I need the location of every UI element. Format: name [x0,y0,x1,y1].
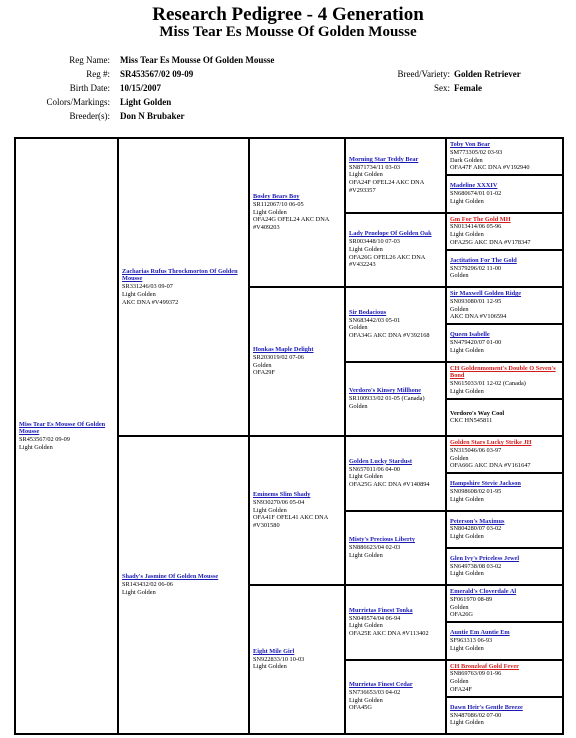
dog-detail-line: OFA45G [349,704,372,712]
ancestor-cell-gen3 [345,660,446,735]
breeders-label: Breeder(s): [69,111,110,121]
ancestor-cell-gen2 [249,436,345,585]
dog-detail-line: Golden [349,402,368,410]
ancestor-cell-gen3 [345,585,446,660]
dog-name-link[interactable]: Jactitation For The Gold [450,256,517,264]
dog-name-link[interactable]: Dawn Heir's Gentle Breeze [450,703,523,711]
dog-detail-line: SR203019/02 07-06 [253,353,304,361]
ancestor-cell-gen2 [249,585,345,734]
dog-name-link[interactable]: Hampshire Stevie Jackson [450,480,521,488]
ancestor-cell-gen4 [446,622,563,659]
dog-detail-line: SN487086/02 07-00 [450,711,502,719]
dog-name-link[interactable]: Gm For The Gold MH [450,215,511,223]
dog-detail-line: SN922833/10 10-03 [253,655,305,663]
dog-name-link[interactable]: Bosley Bears Boy [253,193,300,201]
ancestor-cell-gen4 [446,362,563,399]
ancestor-cell-gen3 [345,287,446,362]
breed-label: Breed/Variety: [397,69,450,79]
dog-detail-line: SR003448/10 07-03 [349,238,400,246]
ancestor-cell-gen4 [446,585,563,622]
dog-name-link[interactable]: Shady's Jasmine Of Golden Mousse [122,573,219,581]
dog-detail-line: OFA26G OFEL26 AKC DNA #V432243 [349,253,425,269]
dog-detail-line: Golden [450,272,469,280]
ancestor-cell-gen1 [118,138,249,436]
dog-detail-line: SR100933/02 01-05 (Canada) [349,394,425,402]
dog-detail-line: Golden [450,603,469,611]
dog-name-link[interactable]: Lady Penelope Of Golden Oak [349,230,432,238]
dog-name-link[interactable]: Misty's Precious Liberty [349,536,415,544]
ancestor-cell-gen1 [118,436,249,734]
dog-name-link[interactable]: Peterson's Maximus [450,517,505,525]
dog-detail-line: Golden [450,305,469,313]
dog-detail-line: OFA25E AKC DNA #V113402 [349,629,429,637]
dog-detail-line: Light Golden [349,622,383,630]
ancestor-cell-gen4 [446,175,563,212]
dog-detail-line: OFA34G AKC DNA #V392168 [349,331,430,339]
dog-detail-line: SR453567/02 09-09 [19,436,70,443]
sex-label: Sex: [433,83,450,93]
breed-value: Golden Retriever [454,69,521,79]
dog-detail-line: Light Golden [450,346,484,354]
dog-detail-line: CKC HN545811 [450,417,493,425]
dog-name-link[interactable]: Miss Tear Es Mousse Of Golden Mousse [19,420,106,436]
dog-name-link[interactable]: Emerald's Cloverdale Al [450,588,517,596]
dog-detail-line: SN649738/08 03-02 [450,562,502,570]
dog-detail-line: Golden [450,454,469,462]
dog-detail-line: Light Golden [450,495,484,503]
dog-detail-line: SN869763/09 01-96 [450,670,502,678]
dog-detail-line: Light Golden [349,245,383,253]
dog-detail-line: Light Golden [349,696,383,704]
dog-detail-line: Golden [253,361,272,369]
dog-detail-line: SN093080/01 12-95 [450,297,502,305]
reg-no-value: SR453567/02 09-09 [120,69,194,79]
dog-detail-line: Light Golden [450,197,484,205]
dog-detail-line: Light Golden [450,644,484,652]
dog-name-link[interactable]: Auntie Em Auntie Em [450,629,510,637]
birth-date-label: Birth Date: [69,83,110,93]
ancestor-cell-gen4 [446,548,563,585]
dog-detail-line: SN615033/01 12-02 (Canada) [450,380,526,388]
dog-detail-line: SN804280/07 03-02 [450,525,502,533]
dog-name-link[interactable]: Zacharias Rufus Throckmorton Of Golden Mousse [122,267,238,283]
dog-name-link[interactable]: Golden Stars Lucky Strike JH [450,439,532,447]
ancestor-cell-gen4 [446,473,563,510]
sex-value: Female [454,83,482,93]
dog-name-link[interactable]: Honkas Maple Delight [253,346,314,354]
dog-name-link[interactable]: Toby Von Bear [450,141,491,149]
reg-name-label: Reg Name: [69,55,110,65]
ancestor-cell-gen4 [446,511,563,548]
dog-detail-line: Light Golden [450,387,484,395]
ancestor-cell-gen4 [446,287,563,324]
ancestor-cell-gen4 [446,697,563,734]
page-title: Research Pedigree - 4 Generation [152,4,424,25]
dog-detail-line: Dark Golden [450,156,483,164]
dog-detail-line: Golden [450,678,469,686]
dog-name-subtitle: Miss Tear Es Mousse Of Golden Mousse [159,24,417,40]
dog-name-link[interactable]: Murrietas Finest Cedar [349,681,413,689]
ancestor-cell-gen3 [345,511,446,586]
dog-detail-line: SR112067/10 06-05 [253,200,304,208]
dog-detail-line: SN379296/02 11-00 [450,264,502,272]
dog-detail-line: Light Golden [450,231,484,239]
dog-name-link[interactable]: Murrietas Finest Tonka [349,606,413,614]
dog-detail-line: SN930270/06 05-04 [253,498,305,506]
reg-no-label: Reg #: [86,69,110,79]
ancestor-cell-gen4 [446,138,563,175]
dog-detail-line: OFA26G [450,611,473,619]
dog-detail-line: SM773305/02 03-93 [450,148,503,156]
dog-detail-line: SN683442/03 05-01 [349,316,401,324]
dog-detail-line: AKC DNA #V106594 [450,313,507,321]
dog-detail-line: SN657011/06 04-00 [349,465,401,473]
ancestor-cell-gen3 [345,436,446,511]
dog-detail-line: Light Golden [349,171,383,179]
dog-detail-line: SN871734/11 03-03 [349,163,401,171]
dog-detail-line: Light Golden [450,719,484,727]
colors-label: Colors/Markings: [46,97,110,107]
subject-dog-cell [15,138,118,734]
dog-name-link[interactable]: Verdoro's Kinsey Millhone [349,387,422,395]
dog-detail-line: OFA24F [450,685,472,693]
ancestor-cell-gen2 [249,138,345,287]
dog-detail-line: SR331246/03 09-07 [122,283,173,291]
dog-detail-line: Light Golden [253,663,287,671]
dog-detail-line: OFA47F AKC DNA #V192940 [450,164,530,172]
dog-detail-line: OFA29F [253,369,275,377]
dog-name-link[interactable]: Eminems Slim Shady [253,491,311,499]
colors-value: Light Golden [120,97,172,107]
dog-name-link[interactable]: Eight Mile Girl [253,647,295,655]
dog-detail-line: AKC DNA #V499372 [122,298,179,306]
dog-detail-line: Light Golden [349,551,383,559]
dog-detail-line: SF061970 08-89 [450,595,493,603]
dog-detail-line: SN098608/02 01-95 [450,488,502,496]
ancestor-cell-gen3 [345,213,446,288]
dog-detail-line: OFA25G AKC DNA #V178347 [450,238,531,246]
dog-detail-line: SR143432/02 06-06 [122,581,173,589]
ancestor-cell-gen4 [446,660,563,697]
dog-detail-line: SN886623/04 02-03 [349,543,401,551]
ancestor-cell-gen3 [345,362,446,437]
dog-detail-line: SN680674/01 01-02 [450,190,502,198]
dog-detail-line: Light Golden [450,532,484,540]
dog-name-link[interactable]: CH Goldenmoment's Double O Seven's Bond [450,364,556,380]
birth-date-value: 10/15/2007 [120,83,162,93]
dog-name-link[interactable]: Golden Lucky Stardust [349,457,412,465]
dog-detail-line: SN315046/06 03-97 [450,446,502,454]
dog-detail-line: SN049574/04 06-94 [349,614,401,622]
ancestor-cell-gen4 [446,324,563,361]
ancestor-cell-gen4 [446,213,563,250]
dog-detail-line: SN013414/06 05-96 [450,223,502,231]
dog-name-link[interactable]: Morning Star Teddy Bear [349,155,419,163]
dog-detail-line: OFA24F OFEL24 AKC DNA #V293357 [349,179,424,194]
ancestor-cell-gen4 [446,399,563,436]
dog-detail-line: Light Golden [450,570,484,578]
dog-detail-line: Golden [349,324,368,332]
pedigree-table [14,137,564,735]
dog-detail-line: SN479420/07 01-00 [450,339,502,347]
dog-detail-line: SN736653/03 04-02 [349,689,401,697]
dog-detail-line: Light Golden [349,473,383,481]
dog-name-link[interactable]: Madeline XXXIV [450,182,498,190]
registration-info [0,54,576,124]
dog-name-link[interactable]: Sir Maxwell Golden Ridge [450,290,522,298]
dog-detail-line: OFA24G OFEL24 AKC DNA #V409203 [253,216,329,232]
ancestor-cell-gen4 [446,436,563,473]
dog-name-link: Verdoro's Way Cool [450,409,505,417]
dog-name-link[interactable]: Glen Ivy's Priceless Jewel [450,554,520,562]
dog-detail-line: Light Golden [122,588,156,596]
dog-detail-line: OFA25G AKC DNA #V140894 [349,480,430,488]
dog-detail-line: Light Golden [253,208,287,216]
dog-detail-line: SF963313 06-93 [450,637,493,645]
reg-name-value: Miss Tear Es Mousse Of Golden Mousse [120,55,275,65]
ancestor-cell-gen4 [446,250,563,287]
ancestor-cell-gen3 [345,138,446,213]
dog-detail-line: OFA66G AKC DNA #V161647 [450,462,531,470]
dog-detail-line: Light Golden [19,443,53,451]
dog-name-link[interactable]: Sir Bodacious [349,308,387,316]
dog-detail-line: Light Golden [253,506,287,514]
dog-name-link[interactable]: Queen Isabelle [450,331,490,339]
dog-detail-line: OFA41F OFEL41 AKC DNA #V301580 [253,514,328,530]
ancestor-cell-gen2 [249,287,345,436]
dog-name-link[interactable]: CH Bronzleaf Gold Fever [450,662,519,670]
breeders-value: Don N Brubaker [120,111,185,121]
dog-detail-line: Light Golden [122,290,156,298]
